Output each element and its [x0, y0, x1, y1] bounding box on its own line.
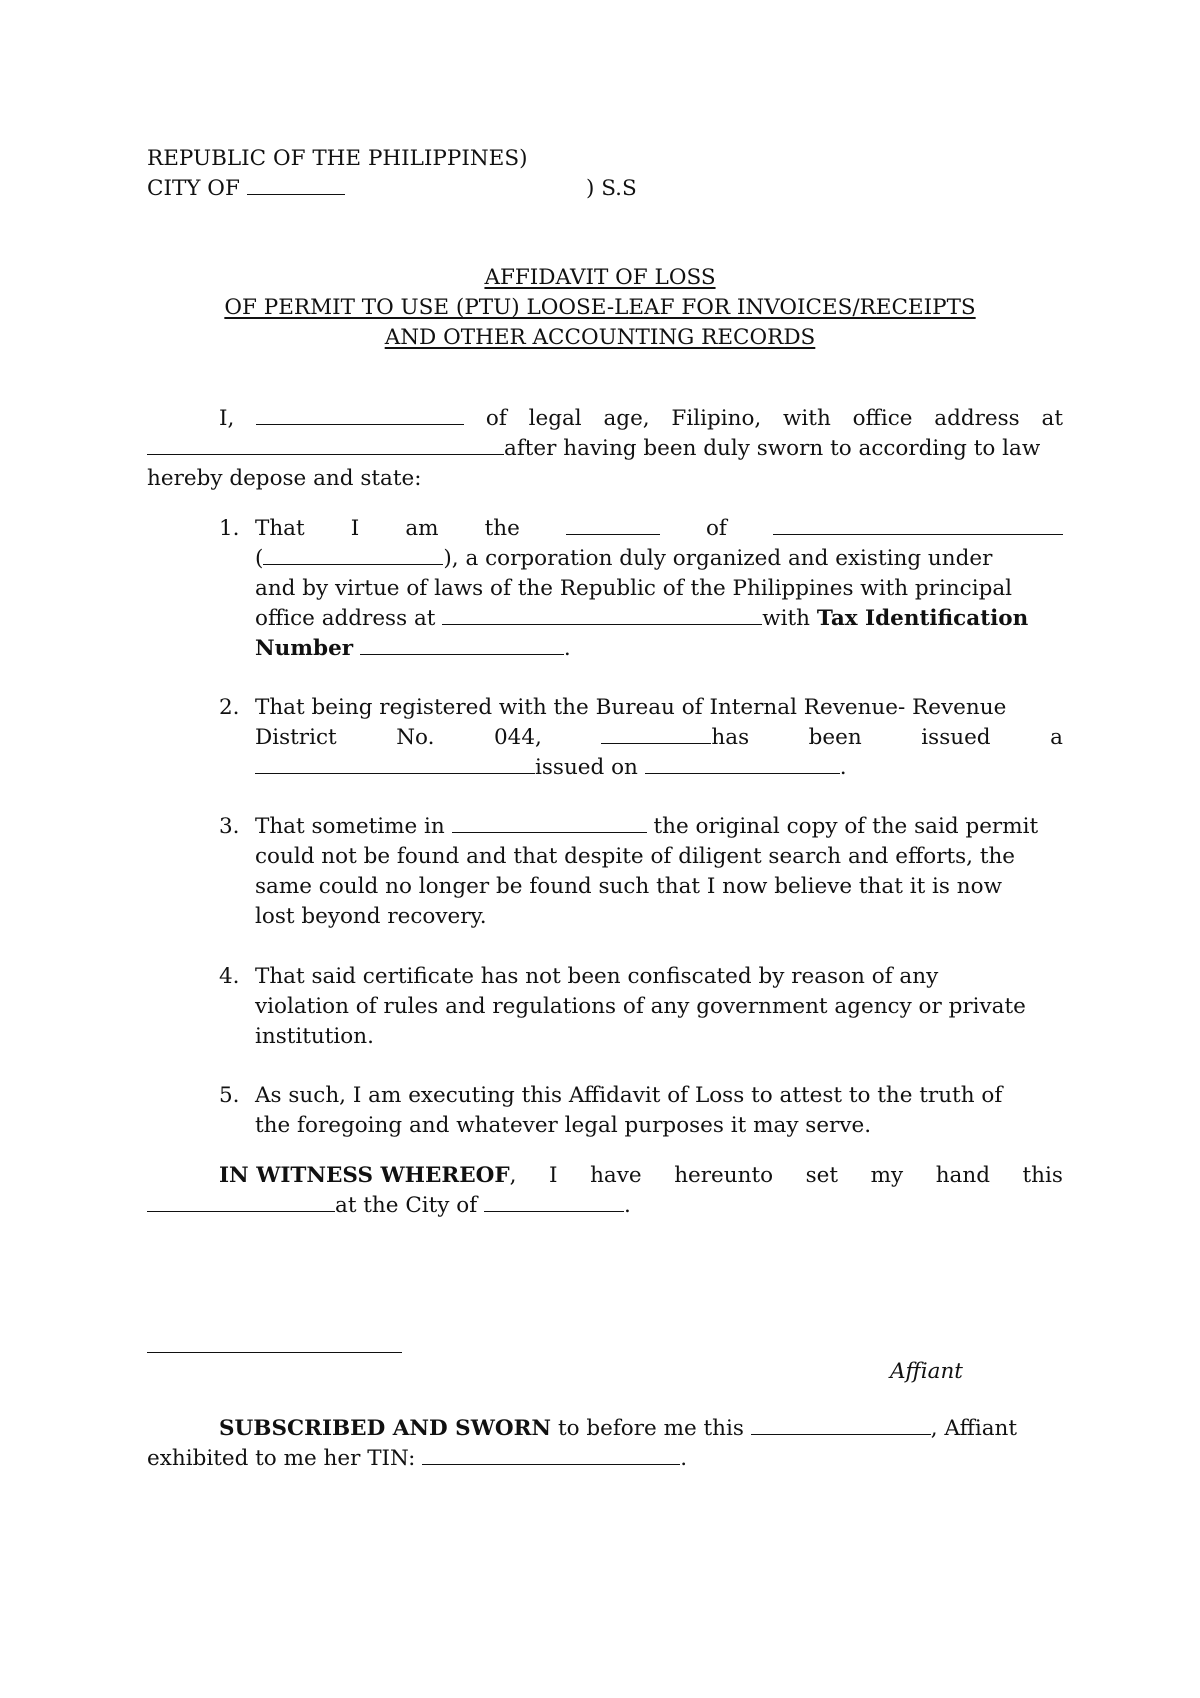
item-1-period: .	[563, 636, 571, 661]
permit-type-blank	[255, 753, 535, 774]
item-3-line-4: lost beyond recovery.	[255, 904, 487, 929]
venue-republic: REPUBLIC OF THE PHILIPPINES)	[147, 146, 528, 171]
intro-word: at	[1041, 406, 1063, 431]
intro-sworn-text: after having been duly sworn to according to law	[504, 436, 1041, 461]
affiant-name-blank	[256, 404, 464, 425]
item-2-issued-on: issued on	[535, 755, 638, 780]
item-4-line-3: institution.	[255, 1024, 374, 1049]
jurat-tin-blank	[422, 1444, 680, 1465]
intro-word: I,	[219, 406, 235, 431]
witness-word: hand	[935, 1163, 990, 1188]
item-2-period: .	[839, 755, 847, 780]
witness-word: this	[1022, 1163, 1063, 1188]
item-1-line-1	[255, 514, 1063, 544]
item-2-line-3	[255, 753, 847, 783]
affiant-label-text: Affiant	[890, 1359, 963, 1384]
jurat-bold: SUBSCRIBED AND SWORN	[219, 1416, 552, 1441]
title-permit-line: OF PERMIT TO USE (PTU) LOOSE-LEAF FOR INVOICES/RECEIPTS	[224, 295, 976, 320]
intro-word: address	[934, 406, 1020, 431]
jurat-line-2	[147, 1444, 687, 1474]
intro-line-3: hereby depose and state:	[147, 466, 422, 491]
jurat-text: to before me this	[557, 1416, 744, 1441]
item-number-2: 2.	[219, 695, 240, 720]
item-word: am	[405, 516, 439, 541]
witness-word: hereunto	[674, 1163, 774, 1188]
witness-line-1	[219, 1161, 1063, 1191]
item-5-line-2: the foregoing and whatever legal purposes it may serve.	[255, 1113, 872, 1138]
item-1-office-text: office address at	[255, 606, 436, 631]
rdo-blank	[601, 723, 711, 744]
corporation-abbrev-blank	[263, 544, 443, 565]
item-4-line-2: violation of rules and regulations of any government agency or private	[255, 994, 1026, 1019]
item-word: District	[255, 725, 337, 750]
office-address-blank	[147, 434, 504, 455]
item-3-line-1	[255, 812, 1038, 842]
item-1-line-4	[255, 604, 1028, 634]
item-number-5: 5.	[219, 1083, 240, 1108]
city-blank	[247, 174, 345, 195]
title-records-line: AND OTHER ACCOUNTING RECORDS	[384, 325, 816, 350]
jurat-date-blank	[751, 1414, 931, 1435]
item-2-line-1: That being registered with the Bureau of Internal Revenue- Revenue	[255, 695, 1007, 720]
item-number-1: 1.	[219, 516, 240, 541]
title-affidavit-of-loss: AFFIDAVIT OF LOSS	[484, 265, 716, 290]
item-word: of	[705, 516, 727, 541]
item-word: been	[808, 725, 862, 750]
item-1-line-2	[255, 544, 992, 574]
witness-city-text: at the City of	[335, 1193, 478, 1218]
venue-city	[147, 174, 345, 204]
item-number-3: 3.	[219, 814, 240, 839]
item-4-line-1: That said certificate has not been confiscated by reason of any	[255, 964, 939, 989]
intro-word: of	[485, 406, 507, 431]
intro-word: with	[783, 406, 831, 431]
item-number-4: 4.	[219, 964, 240, 989]
affiant-signature-line	[147, 1352, 402, 1353]
venue-city-label: CITY OF	[147, 176, 240, 201]
item-3-original-copy: the original copy of the said permit	[653, 814, 1039, 839]
item-word: That	[255, 516, 305, 541]
item-word: issued	[921, 725, 991, 750]
jurat-tin-text: exhibited to me her TIN:	[147, 1446, 416, 1471]
witness-bold: IN WITNESS WHEREOF	[219, 1163, 510, 1188]
intro-word: office	[852, 406, 913, 431]
witness-word: my	[870, 1163, 904, 1188]
item-word: has	[711, 725, 750, 750]
intro-line-2	[147, 434, 1040, 464]
intro-line-1	[219, 404, 1063, 434]
item-1-corporation-text: ), a corporation duly organized and existing under	[443, 546, 993, 571]
item-1-number-label: Number	[255, 636, 354, 661]
witness-word: set	[805, 1163, 839, 1188]
item-3-sometime: That sometime in	[255, 814, 445, 839]
witness-word: have	[590, 1163, 642, 1188]
corporation-name-blank	[773, 514, 1063, 535]
item-2-line-2	[255, 723, 1063, 753]
tin-number-blank	[360, 634, 564, 655]
affiant-label	[890, 1357, 963, 1387]
item-word: a	[1050, 725, 1063, 750]
witness-line-2	[147, 1191, 631, 1221]
jurat-period: .	[680, 1446, 688, 1471]
item-1-line-5	[255, 634, 571, 664]
intro-word: Filipino,	[671, 406, 762, 431]
item-word: I	[350, 516, 360, 541]
witness-city-blank	[484, 1191, 624, 1212]
item-word: the	[484, 516, 520, 541]
witness-period: .	[624, 1193, 631, 1218]
item-3-line-3: same could no longer be found such that I now believe that it is now	[255, 874, 1002, 899]
witness-word: I	[549, 1163, 558, 1188]
item-1-tin-label: Tax Identification	[816, 606, 1029, 631]
item-3-line-2: could not be found and that despite of diligent search and efforts, the	[255, 844, 1016, 869]
issue-date-blank	[645, 753, 840, 774]
jurat-line-1	[219, 1414, 1017, 1444]
item-1-line-3: and by virtue of laws of the Republic of the Philippines with principal	[255, 576, 1013, 601]
position-blank	[566, 514, 660, 535]
item-word: 044,	[493, 725, 542, 750]
item-word: No.	[396, 725, 435, 750]
loss-date-blank	[452, 812, 647, 833]
witness-date-blank	[147, 1191, 335, 1212]
witness-comma: ,	[509, 1163, 517, 1188]
item-1-with-text: with	[762, 606, 811, 631]
jurat-affiant: , Affiant	[930, 1416, 1018, 1441]
venue-ss: ) S.S	[586, 176, 637, 201]
principal-address-blank	[442, 604, 762, 625]
item-5-line-1: As such, I am executing this Affidavit of Loss to attest to the truth of	[255, 1083, 1003, 1108]
item-1-paren-open: (	[255, 546, 264, 571]
intro-word: age,	[603, 406, 650, 431]
intro-word: legal	[528, 406, 582, 431]
